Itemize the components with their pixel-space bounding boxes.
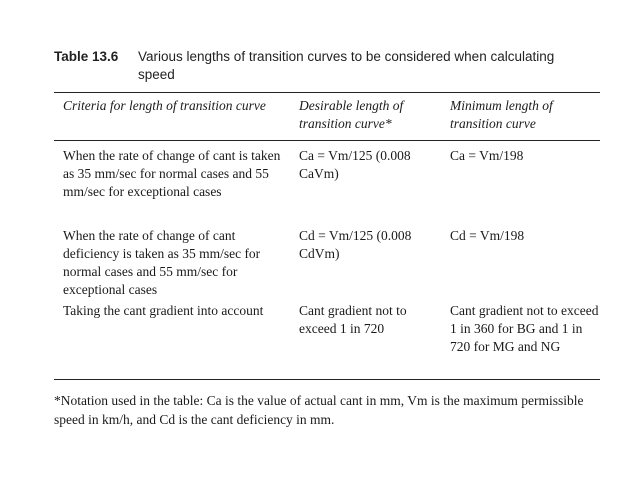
table-footnote: *Notation used in the table: Ca is the value of actual cant in mm, Vm is the maximum permissible speed in km/h, and Cd is the cant deficiency in mm. — [54, 393, 584, 427]
header-criteria: Criteria for length of transition curve — [63, 98, 266, 113]
row-2-criteria: When the rate of change of cant deficiency is taken as 35 mm/sec for normal cases and 55 mm/sec for exceptional cases — [63, 228, 261, 297]
table-title: Various lengths of transition curves to be considered when calculating speed — [138, 49, 555, 82]
row-2-desirable: Cd = Vm/125 (0.008 CdVm) — [299, 228, 412, 261]
row-3-criteria: Taking the cant gradient into account — [63, 303, 264, 318]
header-minimum-length: Minimum length of transition curve — [450, 98, 553, 131]
header-desirable-length: Desirable length of transition curve* — [299, 98, 404, 131]
table-header-rule — [54, 140, 600, 141]
row-1-desirable: Ca = Vm/125 (0.008 CaVm) — [299, 148, 411, 181]
table-number: Table 13.6 — [54, 49, 119, 64]
table-bottom-rule — [54, 379, 600, 380]
row-2-minimum: Cd = Vm/198 — [450, 228, 525, 243]
row-1-minimum: Ca = Vm/198 — [450, 148, 524, 163]
row-3-desirable: Cant gradient not to exceed 1 in 720 — [299, 303, 407, 336]
table-top-rule — [54, 92, 600, 93]
row-3-minimum: Cant gradient not to exceed 1 in 360 for BG and 1 in 720 for MG and NG — [450, 303, 599, 354]
row-1-criteria: When the rate of change of cant is taken as 35 mm/sec for normal cases and 55 mm/sec for exceptional cases — [63, 148, 281, 199]
